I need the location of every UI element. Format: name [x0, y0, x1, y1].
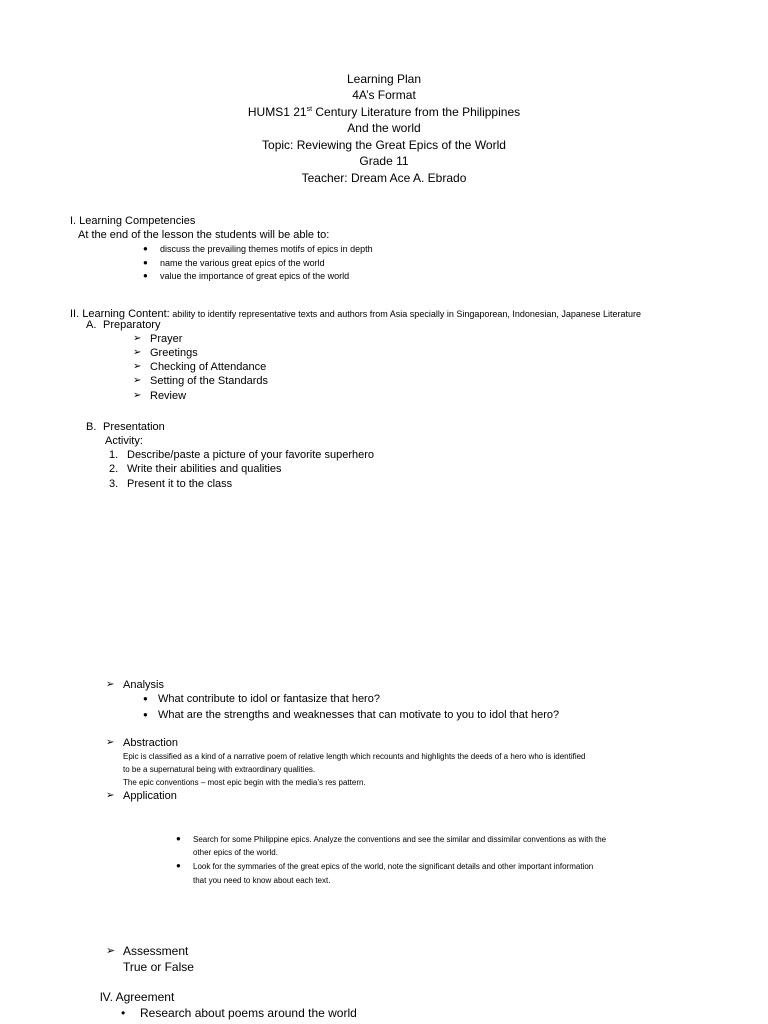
arrow-bullet-icon: ➢ — [106, 945, 116, 957]
presentation-marker: B. — [86, 421, 97, 433]
arrow-bullet-icon: ➢ — [106, 737, 115, 748]
step-number: 3. — [109, 478, 119, 490]
list-item: Research about poems around the world — [140, 1006, 357, 1020]
step-number: 1. — [109, 449, 119, 461]
doc-grade: Grade 11 — [359, 154, 409, 168]
presentation-label: Presentation — [103, 421, 165, 433]
doc-topic: Topic: Reviewing the Great Epics of the World — [262, 138, 506, 152]
list-item: value the importance of great epics of the world — [160, 271, 350, 281]
arrow-bullet-icon: ➢ — [133, 390, 142, 401]
bullet-icon: ● — [143, 258, 148, 267]
arrow-bullet-icon: ➢ — [133, 333, 142, 344]
list-item-cont: that you need to know about each text. — [193, 876, 331, 885]
list-item-cont: other epics of the world. — [193, 848, 278, 857]
doc-format: 4A’s Format — [352, 88, 416, 102]
doc-title: Learning Plan — [346, 72, 422, 86]
arrow-bullet-icon: ➢ — [133, 361, 142, 372]
doc-course — [0, 104, 768, 120]
preparatory-label: Preparatory — [103, 319, 161, 331]
doc-teacher: Teacher: Dream Ace A. Ebrado — [301, 171, 467, 185]
arrow-bullet-icon: ➢ — [106, 790, 115, 801]
list-item: Describe/paste a picture of your favorite superhero — [127, 449, 375, 461]
list-item: Review — [150, 390, 187, 402]
content-heading-label: II. Learning Content: — [70, 308, 170, 320]
list-item: Present it to the class — [127, 478, 233, 490]
bullet-icon: ● — [143, 694, 148, 703]
list-item: Look for the symmaries of the great epics of the world, note the significant details and other important information — [193, 862, 594, 871]
abstraction-text: to be a supernatural being with extraordinary qualities. — [123, 765, 316, 774]
content-heading-text: ability to identify representative texts and authors from Asia specially in Singaporean, Indonesian, Japanese Literature — [169, 309, 641, 319]
list-item: name the various great epics of the world — [160, 258, 325, 268]
list-item: Checking of Attendance — [150, 361, 267, 373]
bullet-icon: ● — [143, 244, 148, 253]
abstraction-text: The epic conventions – most epic begin with the media’s res pattern. — [123, 778, 366, 787]
preparatory-marker: A. — [86, 319, 97, 331]
abstraction-label: Abstraction — [123, 737, 179, 749]
bullet-icon: ● — [143, 710, 148, 719]
abstraction-text: Epic is classified as a kind of a narrative poem of relative length which recounts and highlights the deeds of a hero who is identified — [123, 752, 586, 761]
bullet-icon: ● — [143, 271, 148, 280]
small-bullet-icon: • — [121, 1006, 126, 1020]
course-superscript: st — [306, 106, 313, 113]
competencies-heading: I. Learning Competencies — [70, 215, 196, 227]
list-item: What are the strengths and weaknesses that can motivate to you to idol that hero? — [158, 709, 560, 721]
competencies-intro: At the end of the lesson the students will be able to: — [78, 229, 330, 241]
course-name: Century Literature from the Philippines — [312, 105, 521, 119]
activity-label: Activity: — [105, 435, 143, 447]
arrow-bullet-icon: ➢ — [106, 679, 115, 690]
agreement-heading: lV. Agreement — [100, 990, 175, 1004]
bullet-icon: ● — [176, 834, 181, 843]
doc-course-cont: And the world — [347, 121, 421, 135]
list-item: Greetings — [150, 347, 198, 359]
step-number: 2. — [109, 463, 119, 475]
list-item: Write their abilities and qualities — [127, 463, 282, 475]
course-code: HUMS1 21 — [247, 105, 307, 119]
list-item: discuss the prevailing themes motifs of epics in depth — [160, 244, 373, 254]
arrow-bullet-icon: ➢ — [133, 375, 142, 386]
analysis-label: Analysis — [123, 679, 164, 691]
application-label: Application — [123, 790, 177, 802]
arrow-bullet-icon: ➢ — [133, 347, 142, 358]
assessment-label: Assessment — [123, 944, 189, 958]
list-item: Setting of the Standards — [150, 375, 269, 387]
list-item: Prayer — [150, 333, 183, 345]
bullet-icon: ● — [176, 861, 181, 870]
assessment-sub: True or False — [123, 960, 194, 974]
list-item: What contribute to idol or fantasize that hero? — [158, 693, 380, 705]
list-item: Search for some Philippine epics. Analyze the conventions and see the similar and dissimilar conventions as with the — [193, 835, 607, 844]
